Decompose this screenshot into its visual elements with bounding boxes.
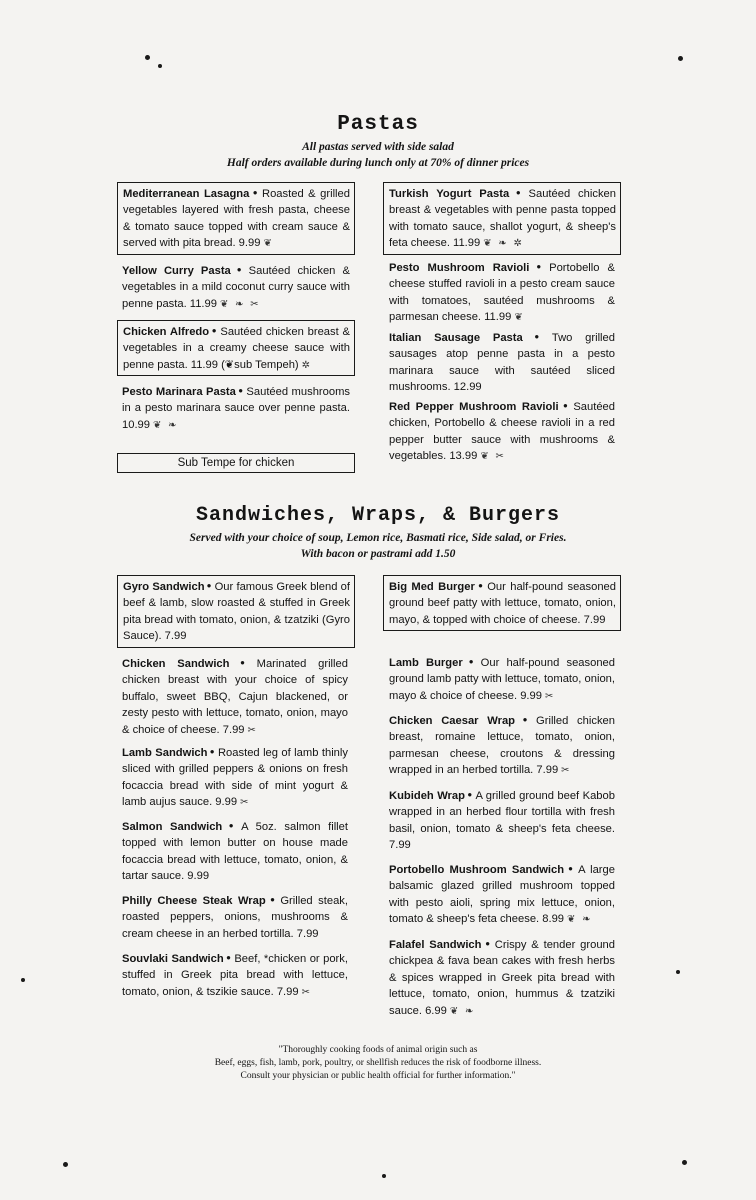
bullet-icon: ●: [209, 747, 215, 756]
scan-dot: [676, 970, 680, 974]
leaf-icon: ❦ ❧: [567, 914, 593, 926]
bullet-icon: ●: [232, 265, 246, 274]
leaf-icon: ✲: [301, 359, 313, 371]
item-description: Crispy & tender ground chickpea & fava bean cakes with fresh herbs & spices wrapped in Greek pita bread with lettuce, tomato, onion, hummus & tzatziki sauce. 6.99: [389, 939, 615, 1017]
menu-item: [389, 936, 615, 1020]
leaf-icon: ❦ ❧: [449, 1005, 476, 1017]
item-name: Lamb Sandwich: [122, 747, 208, 759]
bullet-icon: ●: [211, 326, 218, 335]
item-description: Sautéed chicken, Portobello & cheese ravioli in a red pepper butter sauce with mushrooms & vegetables. 13.99: [389, 401, 615, 463]
item-description: A 5oz. salmon fillet topped with lemon butter on house made focaccia bread with lettuce, tomato, onion, & tartar sauce. 9.99: [122, 821, 349, 883]
menu-item: [389, 259, 615, 327]
item-description: Sautéed chicken & vegetables in a mild coconut curry sauce with penne pasta. 11.99: [122, 265, 350, 310]
bullet-icon: ●: [237, 386, 244, 395]
item-description: Roasted leg of lamb thinly sliced with grilled peppers & onions on fresh focaccia bread with side of mint yogurt & lamb aujus sauce. 9.99: [122, 747, 348, 809]
item-name: Falafel Sandwich: [389, 939, 482, 951]
item-description: A large balsamic glazed grilled mushroom topped with pesto aioli, spring mix lettuce, onion, tomato & sheep's feta cheese. 8.99: [389, 864, 615, 926]
item-name: Pesto Marinara Pasta: [122, 386, 236, 398]
leaf-icon: ❦ ❧ ✂: [219, 298, 261, 310]
item-name: Portobello Mushroom Sandwich: [389, 864, 565, 876]
menu-item: [122, 892, 348, 943]
menu-item: [122, 818, 348, 886]
menu-item: [383, 182, 621, 255]
menu-item: [389, 787, 615, 855]
bullet-icon: ●: [267, 895, 278, 904]
item-description: Our half-pound seasoned ground lamb patty with lettuce, tomato, onion, mayo & choice of cheese. 9.99: [389, 657, 616, 702]
sandwiches-title: Sandwiches, Wraps, & Burgers: [195, 504, 561, 527]
item-name: Chicken Sandwich: [122, 658, 230, 670]
leaf-icon: ❦ ✂: [480, 451, 506, 463]
scan-dot: [63, 1162, 68, 1167]
menu-item: [389, 861, 615, 929]
item-description: Our famous Greek blend of beef & lamb, slow roasted & stuffed in Greek pita bread with tomato, onion, & tzatziki (Gyro Sauce). 7.99: [123, 581, 350, 643]
bullet-icon: ●: [483, 939, 492, 948]
leaf-icon: ✂: [240, 797, 251, 809]
scan-dot: [158, 64, 162, 68]
menu-item: [389, 654, 615, 705]
bullet-icon: ●: [566, 864, 576, 873]
item-description: Sautéed mushrooms in a pesto marinara sauce over penne pasta. 10.99: [122, 386, 350, 431]
leaf-icon: ✂: [247, 724, 258, 736]
footer-line: Consult your physician or public health official for further information.": [240, 1071, 516, 1081]
item-description: Our half-pound seasoned ground beef patty with lettuce, tomato, onion, mayo, & topped with choice of cheese. 7.99: [389, 581, 616, 626]
scan-dot: [682, 1160, 687, 1165]
item-name: Red Pepper Mushroom Ravioli: [389, 401, 559, 413]
item-description: Two grilled sausages atop penne pasta in a pesto marinara sauce with sautéed sliced mushrooms. 12.99: [389, 332, 615, 394]
menu-item: [389, 329, 615, 397]
item-name: Mediterranean Lasagna: [123, 188, 250, 200]
menu-item: [117, 182, 355, 255]
menu-item: [383, 575, 621, 631]
item-name: Souvlaki Sandwich: [122, 953, 224, 965]
item-description: A grilled ground beef Kabob wrapped in an herbed flour tortilla with fresh basil, onion, tomato & sheep's feta cheese. 7.99: [389, 790, 615, 852]
bullet-icon: ●: [251, 188, 259, 197]
menu-item: [122, 383, 350, 434]
leaf-icon: ✂: [301, 986, 313, 998]
menu-item: [389, 712, 615, 780]
leaf-icon: ❦: [514, 312, 525, 324]
menu-item: [117, 575, 355, 648]
leaf-icon: ❦: [263, 238, 274, 250]
bullet-icon: ●: [524, 332, 549, 341]
bullet-icon: ●: [560, 401, 571, 410]
item-name: Yellow Curry Pasta: [122, 265, 231, 277]
scan-dot: [678, 56, 683, 61]
bullet-icon: ●: [464, 657, 478, 666]
bullet-icon: ●: [206, 581, 212, 590]
pastas-subtitle-1: All pastas served with side salad: [302, 141, 454, 153]
sub-tempe-note: Sub Tempe for chicken: [117, 453, 355, 473]
bullet-icon: ●: [224, 821, 239, 830]
item-name: Chicken Caesar Wrap: [389, 715, 516, 727]
item-name: Pesto Mushroom Ravioli: [389, 262, 530, 274]
sandwiches-subtitle-1: Served with your choice of soup, Lemon rice, Basmati rice, Side salad, or Fries.: [189, 532, 567, 544]
item-name: Gyro Sandwich: [123, 581, 205, 593]
menu-item: [117, 320, 355, 376]
bullet-icon: ●: [225, 953, 232, 962]
item-name: Philly Cheese Steak Wrap: [122, 895, 266, 907]
leaf-icon: ✂: [545, 690, 556, 702]
footer-line: Beef, eggs, fish, lamb, pork, poultry, or shellfish reduces the risk of foodborne illness.: [214, 1058, 542, 1068]
item-description: Roasted & grilled vegetables layered with fresh pasta, cheese & tomato sauce topped with cream sauce & served with pita bread. 9.99: [123, 188, 350, 250]
scan-dot: [145, 55, 150, 60]
bullet-icon: ●: [531, 262, 547, 271]
bullet-icon: ●: [511, 188, 526, 197]
sandwiches-subtitle-2: With bacon or pastrami add 1.50: [300, 548, 456, 560]
leaf-icon: ❦ ❧: [153, 419, 179, 431]
pastas-title: Pastas: [337, 113, 419, 136]
item-name: Salmon Sandwich: [122, 821, 223, 833]
item-description: Grilled steak, roasted peppers, onions, mushrooms & cream cheese in an herbed tortilla. 7.99: [122, 895, 348, 940]
footer-line: "Thoroughly cooking foods of animal origin such as: [278, 1045, 478, 1055]
scan-dot: [21, 978, 25, 982]
item-name: Big Med Burger: [389, 581, 475, 593]
item-name: Lamb Burger: [389, 657, 463, 669]
menu-item: [122, 950, 348, 1001]
item-description: Sautéed chicken breast & vegetables with penne pasta topped with tomato sauce, shallot yogurt, & sheep's feta cheese. 11.99: [389, 188, 616, 250]
item-description: Beef, *chicken or pork, stuffed in Greek pita bread with lettuce, tomato, onion, & tszikie sauce. 7.99: [122, 953, 348, 998]
item-name: Italian Sausage Pasta: [389, 332, 523, 344]
bullet-icon: ●: [517, 715, 534, 724]
menu-item: [122, 744, 348, 812]
item-description: Grilled chicken breast, romaine lettuce, tomato, onion, parmesan cheese, croutons & dressing wrapped in an herbed tortilla. 7.99: [389, 715, 615, 777]
item-name: Chicken Alfredo: [123, 326, 210, 338]
bullet-icon: ●: [231, 658, 254, 667]
leaf-icon: ✂: [561, 765, 572, 777]
food-safety-notice: [0, 1044, 756, 1083]
pastas-subtitle-2: Half orders available during lunch only at 70% of dinner prices: [226, 157, 530, 169]
menu-item: [122, 655, 348, 739]
item-description: Marinated grilled chicken breast with your choice of spicy buffalo, sweet BBQ, Cajun blackened, or zesty pesto with lettuce, tomato, onion, mayo & choice of cheese. 7.99: [122, 658, 348, 736]
bullet-icon: ●: [476, 581, 485, 590]
leaf-icon: ❦ ❧ ✲: [483, 238, 524, 250]
menu-item: [389, 398, 615, 466]
menu-item: [122, 262, 350, 313]
bullet-icon: ●: [466, 790, 473, 799]
item-name: Kubideh Wrap: [389, 790, 465, 802]
item-description: Sautéed chicken breast & vegetables in a creamy cheese sauce with penne pasta. 11.99 (❦sub Tempeh): [123, 326, 350, 371]
item-description: Portobello & cheese stuffed ravioli in a pesto cream sauce with tomatoes, sautéed mushrooms & parmesan cheese. 11.99: [389, 262, 615, 324]
item-name: Turkish Yogurt Pasta: [389, 188, 510, 200]
scan-dot: [382, 1174, 386, 1178]
